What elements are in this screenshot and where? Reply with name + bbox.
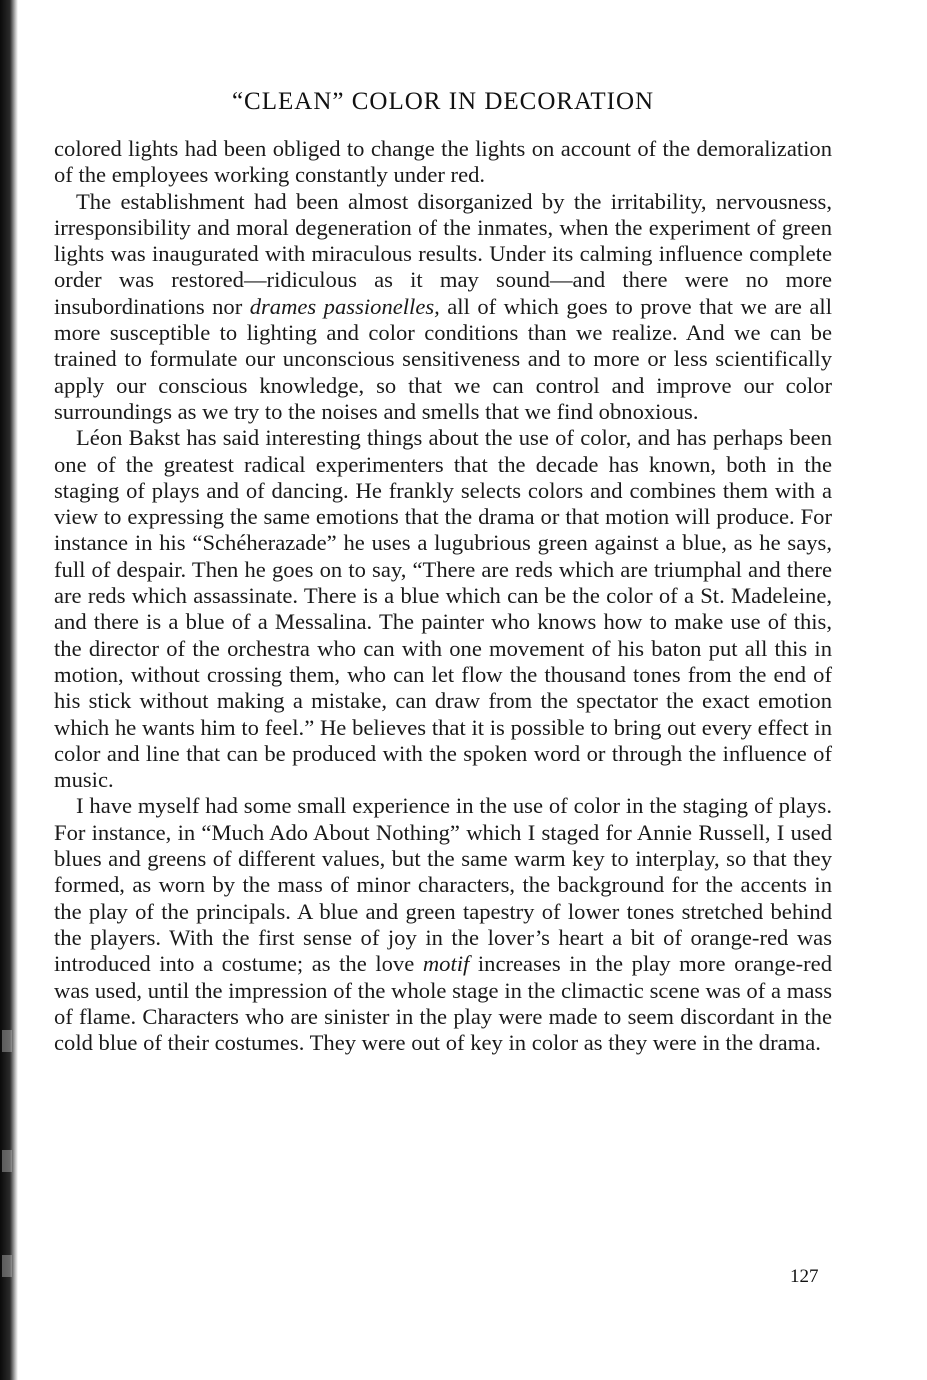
paragraph-2 xyxy=(54,189,832,426)
page-number: 127 xyxy=(790,1266,819,1287)
paragraph-text: Léon Bakst has said interesting things about the use of color, and has perhaps been one of the greatest radical experimenters that the decade has known, both in the staging of plays and of dancing. He frankly selects colors and combines them with a view to expressing the same emotions that the drama or that motion will produce. For instance in his “Schéherazade” he uses a lugubrious green against a blue, as he says, full of despair. Then he goes on to say, “There are reds which are triumphal and there are reds which assassinate. There is a blue which can be the color of a St. Madeleine, and there is a blue of a Messalina. The painter who knows how to make use of this, the director of the orchestra who can with one movement of his baton put all this in motion, without crossing them, who can let flow the thousand tones from the end of his stick without making a mistake, can draw from the spectator the exact emotion which he wants him to feel.” He believes that it is possible to bring out every effect in color and line that can be produced with the spoken word or through the influence of music. xyxy=(54,425,832,793)
paragraph-text: all of which goes to prove that we are all more susceptible to lighting and color conditions than we realize. And we can be trained to formulate our unconscious sensitiveness and to more or less scientifically apply our conscious knowledge, so that we can control and improve our color surroundings as we try to the noises and smells that we find obnoxious. xyxy=(54,293,832,424)
binding-edge-fragment xyxy=(2,1030,12,1052)
paragraph-text: I have myself had some small experience in the use of color in the staging of plays. For instance, in “Much Ado About Nothing” which I staged for Annie Russell, I used blues and greens of different values, but the same warm key to interplay, so that they formed, as worn by the mass of minor characters, the background for the accents in the play of the principals. A blue and green tapestry of lower tones stretched behind the players. With the first sense of joy in the lover’s heart a bit of orange-red was introduced into a costume; as the love xyxy=(54,793,832,977)
italic-phrase: motif xyxy=(422,951,470,977)
binding-edge-fragment xyxy=(2,1255,12,1277)
italic-phrase: drames passionelles, xyxy=(249,293,440,319)
binding-edge-fragment xyxy=(2,1150,12,1172)
book-page xyxy=(54,70,832,1056)
paragraph-3 xyxy=(54,425,832,793)
paragraph-text: colored lights had been obliged to change the lights on account of the demoralization of the employees working constantly under red. xyxy=(54,136,832,188)
running-head: “CLEAN” COLOR IN DECORATION xyxy=(231,88,655,115)
paragraph-4 xyxy=(54,793,832,1056)
paragraph-text: The establishment had been almost disorganized by the irritability, nervousness, irresponsibility and moral degeneration of the inmates, when the experiment of green lights was inaugurated with miraculous results. Under its calming influence complete order was restored—ridiculous as it may sound—and there were no more insubordinations nor xyxy=(54,188,832,319)
book-binding-shadow xyxy=(0,0,18,1380)
paragraph-1 xyxy=(54,136,832,189)
paragraph-text: increases in the play more orange-red was used, until the impression of the whole stage in the climactic scene was of a mass of flame. Characters who are sinister in the play were made to seem discordant in the cold blue of their costumes. They were out of key in color as they were in the drama. xyxy=(54,951,832,1056)
